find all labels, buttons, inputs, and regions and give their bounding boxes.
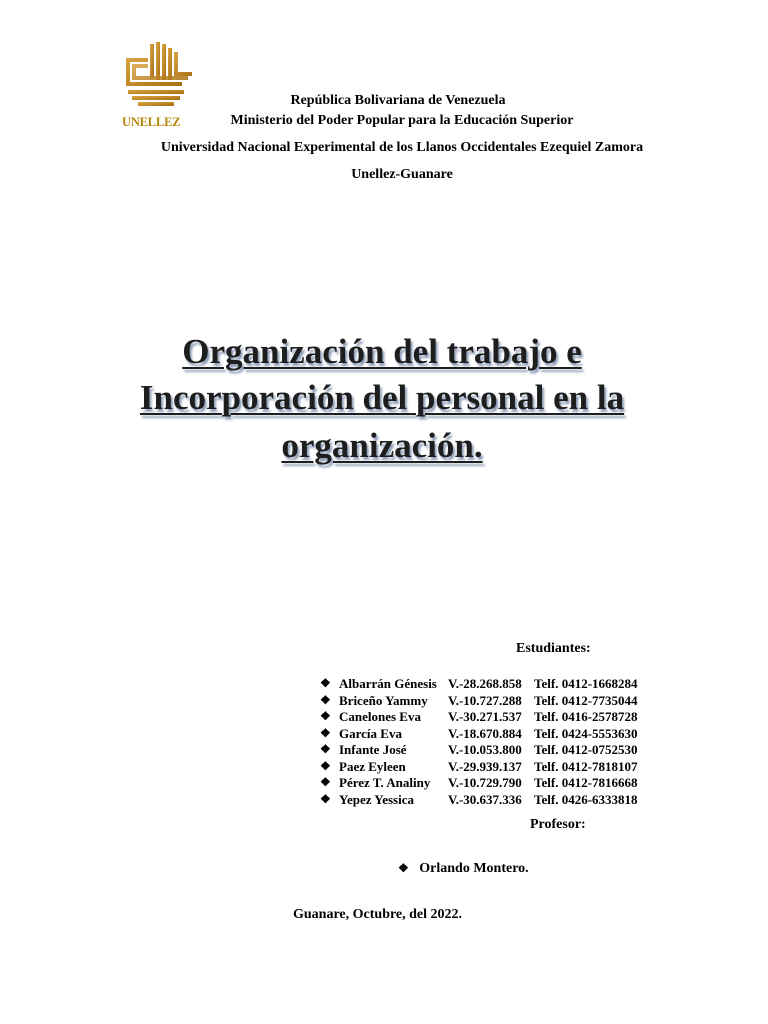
student-id: V.-18.670.884 xyxy=(448,725,522,741)
professor-label: Profesor: xyxy=(530,817,586,832)
diamond-bullet-icon: ❖ xyxy=(320,725,331,740)
header-university: Universidad Nacional Experimental de los Llanos Occidentales Ezequiel Zamora xyxy=(160,140,644,155)
student-name: Briceño Yammy xyxy=(339,692,428,708)
diamond-bullet-icon: ❖ xyxy=(320,775,331,789)
student-id: V.-30.637.336 xyxy=(448,791,522,807)
diamond-bullet-icon: ❖ xyxy=(320,692,331,707)
document-title-line-2: Incorporación del personal en la xyxy=(139,378,625,417)
place-date: Guanare, Octubre, del 2022. xyxy=(293,907,463,922)
student-id: V.-29.939.137 xyxy=(448,758,522,774)
diamond-bullet-icon: ❖ xyxy=(320,709,331,723)
student-id: V.-28.268.858 xyxy=(448,676,522,691)
header-country: República Bolivariana de Venezuela xyxy=(290,93,506,108)
logo-wordmark: UNELLEZ xyxy=(122,115,181,129)
student-phone: Telf. 0412-1668284 xyxy=(534,676,638,691)
student-name: Infante José xyxy=(339,742,407,757)
document-title-line-3: organización. xyxy=(281,426,483,465)
header-campus: Unellez-Guanare xyxy=(351,167,453,182)
professor-entry xyxy=(398,861,529,877)
student-phone: Telf. 0412-7816668 xyxy=(534,775,638,790)
student-name: Albarrán Génesis xyxy=(339,676,437,691)
student-name: García Eva xyxy=(339,725,402,741)
diamond-bullet-icon: ❖ xyxy=(398,861,409,875)
student-phone: Telf. 0426-6333818 xyxy=(534,791,638,807)
student-phone: Telf. 0412-7818107 xyxy=(534,758,638,774)
student-phone: Telf. 0412-7735044 xyxy=(534,692,638,708)
student-phone: Telf. 0424-5553630 xyxy=(534,725,638,741)
student-id: V.-10.053.800 xyxy=(448,742,522,757)
diamond-bullet-icon: ❖ xyxy=(320,758,331,773)
student-name: Paez Eyleen xyxy=(339,758,406,774)
students-label: Estudiantes: xyxy=(516,641,591,656)
student-name: Pérez T. Analiny xyxy=(339,775,431,790)
student-name: Canelones Eva xyxy=(339,709,421,724)
student-phone: Telf. 0416-2578728 xyxy=(534,709,638,724)
diamond-bullet-icon: ❖ xyxy=(320,791,331,806)
student-phone: Telf. 0412-0752530 xyxy=(534,742,638,757)
professor-name: Orlando Montero. xyxy=(419,861,529,876)
student-name: Yepez Yessica xyxy=(339,791,414,807)
header-ministry: Ministerio del Poder Popular para la Educación Superior xyxy=(230,113,574,128)
diamond-bullet-icon: ❖ xyxy=(320,676,331,690)
student-id: V.-10.729.790 xyxy=(448,775,522,790)
student-id: V.-10.727.288 xyxy=(448,692,522,708)
student-id: V.-30.271.537 xyxy=(448,709,522,724)
diamond-bullet-icon: ❖ xyxy=(320,742,331,756)
document-title-line-1: Organización del trabajo e xyxy=(182,332,582,371)
